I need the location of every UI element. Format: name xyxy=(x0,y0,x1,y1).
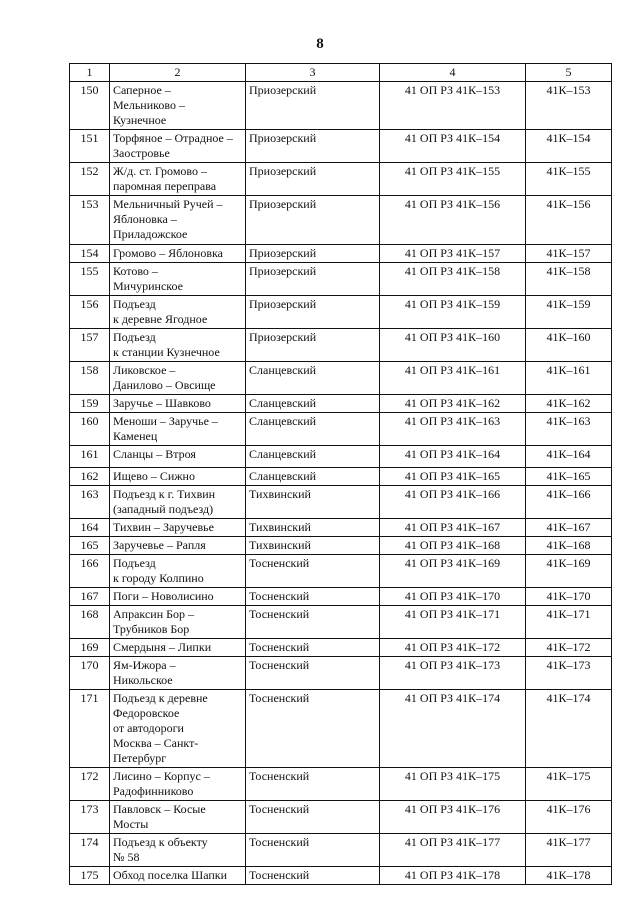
road-name: Подъезд к г. Тихвин (западный подъезд) xyxy=(110,486,246,519)
table-row xyxy=(70,690,612,768)
road-id: 41 ОП РЗ 41К–155 xyxy=(380,163,526,196)
row-number: 150 xyxy=(70,82,110,130)
table-row xyxy=(70,362,612,395)
district-name: Тосненский xyxy=(246,657,380,690)
road-code: 41К–166 xyxy=(526,486,612,519)
road-id: 41 ОП РЗ 41К–159 xyxy=(380,296,526,329)
district-name: Приозерский xyxy=(246,196,380,245)
road-code: 41К–170 xyxy=(526,588,612,606)
row-number: 155 xyxy=(70,263,110,296)
district-name: Тосненский xyxy=(246,801,380,834)
road-id: 41 ОП РЗ 41К–172 xyxy=(380,639,526,657)
page-number: 8 xyxy=(316,36,324,52)
table-row xyxy=(70,801,612,834)
road-code: 41К–153 xyxy=(526,82,612,130)
district-name: Тихвинский xyxy=(246,537,380,555)
row-number: 175 xyxy=(70,867,110,885)
road-name: Поги – Новолисино xyxy=(110,588,246,606)
roads-table xyxy=(69,63,612,885)
row-number: 168 xyxy=(70,606,110,639)
road-name: Торфяное – Отрадное – Заостровье xyxy=(110,130,246,163)
road-name: Тихвин – Заручевье xyxy=(110,519,246,537)
road-id: 41 ОП РЗ 41К–169 xyxy=(380,555,526,588)
row-number: 170 xyxy=(70,657,110,690)
road-code: 41К–172 xyxy=(526,639,612,657)
road-id: 41 ОП РЗ 41К–161 xyxy=(380,362,526,395)
table-row xyxy=(70,245,612,263)
district-name: Приозерский xyxy=(246,245,380,263)
table-row xyxy=(70,446,612,468)
row-number: 157 xyxy=(70,329,110,362)
district-name: Тосненский xyxy=(246,768,380,801)
table-row xyxy=(70,395,612,413)
road-id: 41 ОП РЗ 41К–176 xyxy=(380,801,526,834)
table-row xyxy=(70,606,612,639)
road-id: 41 ОП РЗ 41К–178 xyxy=(380,867,526,885)
road-name: Заручевье – Рапля xyxy=(110,537,246,555)
road-id: 41 ОП РЗ 41К–173 xyxy=(380,657,526,690)
road-id: 41 ОП РЗ 41К–157 xyxy=(380,245,526,263)
district-name: Сланцевский xyxy=(246,395,380,413)
row-number: 167 xyxy=(70,588,110,606)
table-row xyxy=(70,163,612,196)
table-row xyxy=(70,196,612,245)
district-name: Тосненский xyxy=(246,606,380,639)
table-row xyxy=(70,639,612,657)
road-code: 41К–156 xyxy=(526,196,612,245)
row-number: 166 xyxy=(70,555,110,588)
road-code: 41К–167 xyxy=(526,519,612,537)
road-name: Обход поселка Шапки xyxy=(110,867,246,885)
row-number: 151 xyxy=(70,130,110,163)
road-name: Ж/д. ст. Громово – паромная переправа xyxy=(110,163,246,196)
road-id: 41 ОП РЗ 41К–158 xyxy=(380,263,526,296)
row-number: 158 xyxy=(70,362,110,395)
table-row xyxy=(70,588,612,606)
district-name: Тосненский xyxy=(246,555,380,588)
road-name: Котово – Мичуринское xyxy=(110,263,246,296)
row-number: 171 xyxy=(70,690,110,768)
road-code: 41К–157 xyxy=(526,245,612,263)
road-id: 41 ОП РЗ 41К–177 xyxy=(380,834,526,867)
row-number: 172 xyxy=(70,768,110,801)
row-number: 156 xyxy=(70,296,110,329)
district-name: Сланцевский xyxy=(246,468,380,486)
row-number: 160 xyxy=(70,413,110,446)
road-code: 41К–178 xyxy=(526,867,612,885)
road-id: 41 ОП РЗ 41К–164 xyxy=(380,446,526,468)
district-name: Приозерский xyxy=(246,263,380,296)
table-row xyxy=(70,768,612,801)
column-header: 5 xyxy=(526,64,612,82)
road-code: 41К–168 xyxy=(526,537,612,555)
row-number: 164 xyxy=(70,519,110,537)
road-code: 41К–163 xyxy=(526,413,612,446)
district-name: Тосненский xyxy=(246,834,380,867)
road-name: Ищево – Сижно xyxy=(110,468,246,486)
road-code: 41К–160 xyxy=(526,329,612,362)
row-number: 161 xyxy=(70,446,110,468)
table-row xyxy=(70,296,612,329)
road-name: Подъезд к станции Кузнечное xyxy=(110,329,246,362)
road-id: 41 ОП РЗ 41К–174 xyxy=(380,690,526,768)
road-name: Лисино – Корпус – Радофинниково xyxy=(110,768,246,801)
road-name: Подъезд к деревне Федоровское от автодороги Москва – Санкт- Петербург xyxy=(110,690,246,768)
road-name: Смердыня – Липки xyxy=(110,639,246,657)
road-id: 41 ОП РЗ 41К–163 xyxy=(380,413,526,446)
road-name: Заручье – Шавково xyxy=(110,395,246,413)
road-code: 41К–164 xyxy=(526,446,612,468)
road-code: 41К–176 xyxy=(526,801,612,834)
row-number: 169 xyxy=(70,639,110,657)
table-row xyxy=(70,657,612,690)
row-number: 162 xyxy=(70,468,110,486)
table-row xyxy=(70,468,612,486)
column-header: 4 xyxy=(380,64,526,82)
district-name: Приозерский xyxy=(246,82,380,130)
road-code: 41К–159 xyxy=(526,296,612,329)
table-row xyxy=(70,82,612,130)
table-row xyxy=(70,867,612,885)
table-row xyxy=(70,537,612,555)
road-id: 41 ОП РЗ 41К–162 xyxy=(380,395,526,413)
road-name: Подъезд к объекту № 58 xyxy=(110,834,246,867)
road-name: Апраксин Бор – Трубников Бор xyxy=(110,606,246,639)
road-name: Громово – Яблоновка xyxy=(110,245,246,263)
row-number: 174 xyxy=(70,834,110,867)
road-name: Ям-Ижора – Никольское xyxy=(110,657,246,690)
road-id: 41 ОП РЗ 41К–166 xyxy=(380,486,526,519)
road-name: Подъезд к городу Колпино xyxy=(110,555,246,588)
road-name: Подъезд к деревне Ягодное xyxy=(110,296,246,329)
column-header: 3 xyxy=(246,64,380,82)
district-name: Приозерский xyxy=(246,329,380,362)
road-name: Меноши – Заручье – Каменец xyxy=(110,413,246,446)
road-code: 41К–169 xyxy=(526,555,612,588)
row-number: 153 xyxy=(70,196,110,245)
road-name: Мельничный Ручей – Яблоновка – Приладожское xyxy=(110,196,246,245)
road-code: 41К–175 xyxy=(526,768,612,801)
road-id: 41 ОП РЗ 41К–168 xyxy=(380,537,526,555)
district-name: Тосненский xyxy=(246,639,380,657)
district-name: Тосненский xyxy=(246,867,380,885)
road-code: 41К–158 xyxy=(526,263,612,296)
table-row xyxy=(70,130,612,163)
road-id: 41 ОП РЗ 41К–156 xyxy=(380,196,526,245)
district-name: Тихвинский xyxy=(246,519,380,537)
road-name: Сланцы – Втроя xyxy=(110,446,246,468)
row-number: 163 xyxy=(70,486,110,519)
road-code: 41К–162 xyxy=(526,395,612,413)
road-code: 41К–174 xyxy=(526,690,612,768)
row-number: 159 xyxy=(70,395,110,413)
table-row xyxy=(70,329,612,362)
road-code: 41К–173 xyxy=(526,657,612,690)
road-id: 41 ОП РЗ 41К–160 xyxy=(380,329,526,362)
table-header-row xyxy=(70,64,612,82)
table-row xyxy=(70,263,612,296)
road-id: 41 ОП РЗ 41К–153 xyxy=(380,82,526,130)
road-id: 41 ОП РЗ 41К–175 xyxy=(380,768,526,801)
road-id: 41 ОП РЗ 41К–154 xyxy=(380,130,526,163)
road-code: 41К–177 xyxy=(526,834,612,867)
table-row xyxy=(70,519,612,537)
road-id: 41 ОП РЗ 41К–167 xyxy=(380,519,526,537)
district-name: Приозерский xyxy=(246,130,380,163)
column-header: 1 xyxy=(70,64,110,82)
column-header: 2 xyxy=(110,64,246,82)
row-number: 154 xyxy=(70,245,110,263)
road-code: 41К–161 xyxy=(526,362,612,395)
road-code: 41К–171 xyxy=(526,606,612,639)
road-name: Ликовское – Данилово – Овсище xyxy=(110,362,246,395)
road-id: 41 ОП РЗ 41К–165 xyxy=(380,468,526,486)
table-row xyxy=(70,834,612,867)
district-name: Сланцевский xyxy=(246,446,380,468)
row-number: 165 xyxy=(70,537,110,555)
table-row xyxy=(70,555,612,588)
district-name: Тосненский xyxy=(246,690,380,768)
road-code: 41К–165 xyxy=(526,468,612,486)
road-id: 41 ОП РЗ 41К–171 xyxy=(380,606,526,639)
road-code: 41К–154 xyxy=(526,130,612,163)
district-name: Приозерский xyxy=(246,163,380,196)
row-number: 173 xyxy=(70,801,110,834)
road-id: 41 ОП РЗ 41К–170 xyxy=(380,588,526,606)
district-name: Сланцевский xyxy=(246,413,380,446)
table-row xyxy=(70,486,612,519)
row-number: 152 xyxy=(70,163,110,196)
district-name: Тосненский xyxy=(246,588,380,606)
district-name: Сланцевский xyxy=(246,362,380,395)
table-row xyxy=(70,413,612,446)
district-name: Тихвинский xyxy=(246,486,380,519)
district-name: Приозерский xyxy=(246,296,380,329)
road-code: 41К–155 xyxy=(526,163,612,196)
road-name: Павловск – Косые Мосты xyxy=(110,801,246,834)
road-name: Саперное – Мельниково – Кузнечное xyxy=(110,82,246,130)
